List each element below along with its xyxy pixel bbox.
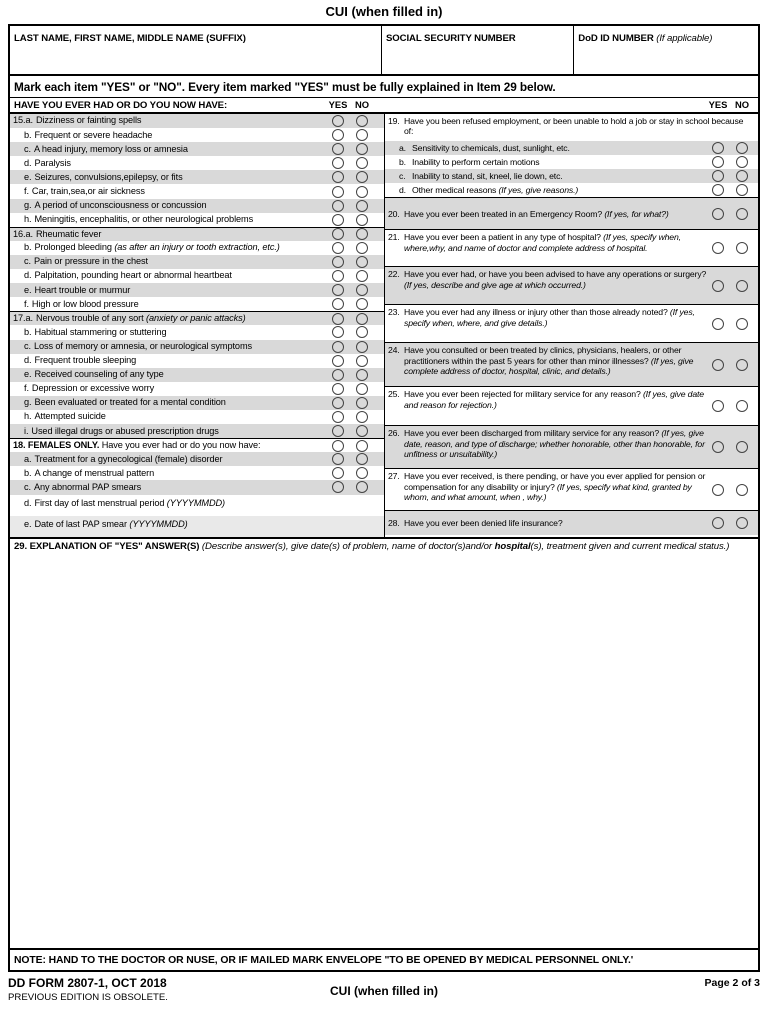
left-question-column [10,114,385,537]
ssn-field-label: SOCIAL SECURITY NUMBER [386,33,516,44]
question-row-a [385,141,758,155]
a-no-radio[interactable] [356,453,368,465]
question-row-27 [385,468,758,510]
question-row-g [10,199,384,213]
yes-no-group [328,157,372,169]
question-label: c. A head injury, memory loss or amnesia [24,143,188,154]
question-label: 16.a. Rheumatic fever [13,228,102,239]
right-question-column [385,114,758,537]
g-no-radio[interactable] [356,200,368,212]
e-yes-radio[interactable] [332,171,344,183]
question-label: 17.a. Nervous trouble of any sort (anxiety or panic attacks) [13,313,246,324]
question-row-f [10,184,384,198]
question-row-b [10,325,384,339]
question-label: a. Treatment for a gynecological (female) disorder [24,453,223,464]
e-no-radio[interactable] [356,369,368,381]
f-yes-radio[interactable] [332,186,344,198]
question-row-c [10,480,384,494]
explanation-label: 29. EXPLANATION OF "YES" ANSWER(S) (Describe answer(s), give date(s) of problem, name of doctor(s)and/or hospital(s), treatment given and current medical status.) [14,541,730,552]
21-yes-radio[interactable] [712,242,724,254]
yes-no-group [328,143,372,155]
c-yes-radio[interactable] [332,341,344,353]
f-yes-radio[interactable] [332,298,344,310]
question-row-d[interactable] [10,495,384,516]
25-yes-radio[interactable] [712,400,724,412]
question-row-21 [385,229,758,266]
yes-no-group [328,326,372,338]
dod-id-field-label: DoD ID NUMBER (If applicable) [578,33,713,44]
instruction-bar [10,76,758,98]
yes-no-group [328,397,372,409]
yes-no-group [328,453,372,465]
question-label: d. First day of last menstrual period (YYYYMMDD) [24,497,226,508]
yes-no-group [328,383,372,395]
no-header: NO [354,99,370,110]
yes-no-group [708,318,752,330]
yes-no-group [328,270,372,282]
no-header: NO [734,99,750,110]
b-yes-radio[interactable] [332,326,344,338]
yes-no-header-left [328,99,372,110]
previous-edition-note: PREVIOUS EDITION IS OBSOLETE. [8,992,168,1003]
question-label: b. Habitual stammering or stuttering [24,326,167,337]
question-label: 21. Have you ever been a patient in any type of hospital? (If yes, specify when, where,why, and name of doctor and complete address of hospital. [388,232,681,253]
question-label: d. Palpitation, pounding heart or abnormal heartbeat [24,270,232,281]
question-label: e. Date of last PAP smear (YYYYMMDD) [24,518,188,529]
question-row-16a [10,227,384,241]
d-yes-radio[interactable] [332,270,344,282]
yes-no-group [328,284,372,296]
question-label: c. Pain or pressure in the chest [24,256,149,267]
question-label: d. Paralysis [24,157,71,168]
question-row-f [10,297,384,311]
c-yes-radio[interactable] [332,143,344,155]
b-no-radio[interactable] [356,467,368,479]
question-row-18femalesonly [10,438,384,452]
yes-no-group [708,441,752,453]
27-yes-radio[interactable] [712,484,724,496]
yes-no-group [708,142,752,154]
yes-no-group [328,129,372,141]
question-label: f. Car, train,sea,or air sickness [24,185,145,196]
16a-yes-radio[interactable] [332,228,344,240]
d-no-radio[interactable] [736,184,748,196]
h-no-radio[interactable] [356,214,368,226]
question-row-28 [385,510,758,535]
questionnaire-body [10,114,758,537]
question-row-b [10,241,384,255]
17a-yes-radio[interactable] [332,313,344,325]
page-footer [8,976,760,1012]
g-yes-radio[interactable] [332,397,344,409]
question-row-h [10,410,384,424]
b-yes-radio[interactable] [332,242,344,254]
g-no-radio[interactable] [356,397,368,409]
question-label: 26. Have you ever been discharged from military service for any reason? (If yes, give date, reason, and type of discharge; whether honorable, other than honorable, for unfitness or unsuitability.) [388,428,705,460]
question-row-d [10,156,384,170]
question-row-25 [385,386,758,425]
question-row-24 [385,342,758,386]
f-no-radio[interactable] [356,383,368,395]
yes-no-group [708,156,752,168]
question-label: d. Other medical reasons (If yes, give reasons.) [399,185,579,196]
question-label: e. Heart trouble or murmur [24,284,131,295]
yes-no-group [708,242,752,254]
question-row-22 [385,266,758,304]
cui-header: CUI (when filled in) [325,4,443,19]
question-row-d [10,354,384,368]
question-label: 18. FEMALES ONLY. Have you ever had or do you now have: [13,440,261,451]
question-label: h. Meningitis, encephalitis, or other neurological problems [24,214,254,225]
f-no-radio[interactable] [356,298,368,310]
26-yes-radio[interactable] [712,441,724,453]
question-label: c. Inability to stand, sit, kneel, lie down, etc. [399,171,563,182]
question-row-b [10,128,384,142]
yes-no-group [328,481,372,493]
25-no-radio[interactable] [736,400,748,412]
question-label: b. A change of menstrual pattern [24,467,155,478]
question-row-17a [10,311,384,325]
d-yes-radio[interactable] [712,184,724,196]
identity-fields-row [10,26,758,76]
question-label: g. Been evaluated or treated for a mental condition [24,397,226,408]
yes-no-group [708,280,752,292]
18femalesonly-no-radio[interactable] [356,440,368,452]
c-yes-radio[interactable] [332,256,344,268]
question-label: 20. Have you ever been treated in an Emergency Room? (If yes, for what?) [388,208,669,219]
yes-header: YES [708,99,728,110]
22-yes-radio[interactable] [712,280,724,292]
e-no-radio[interactable] [356,284,368,296]
question-row-e [10,283,384,297]
b-no-radio[interactable] [736,156,748,168]
yes-no-group [328,228,372,240]
question-row-b [385,155,758,169]
yes-no-group [708,184,752,196]
a-yes-radio[interactable] [332,453,344,465]
yes-no-group [708,208,752,220]
c-no-radio[interactable] [356,481,368,493]
d-no-radio[interactable] [356,270,368,282]
question-row-15a [10,114,384,128]
18femalesonly-yes-radio[interactable] [332,440,344,452]
24-no-radio[interactable] [736,359,748,371]
page-indicator: Page 2 of 3 [704,977,760,989]
b-no-radio[interactable] [356,326,368,338]
yes-no-group [708,484,752,496]
20-no-radio[interactable] [736,208,748,220]
yes-no-group [328,411,372,423]
form-table [8,24,760,972]
question-label: b. Frequent or severe headache [24,129,153,140]
question-row-e [10,170,384,184]
question-label: g. A period of unconsciousness or concussion [24,200,207,210]
27-no-radio[interactable] [736,484,748,496]
question-row-20 [385,197,758,229]
c-no-radio[interactable] [356,143,368,155]
form-number: DD FORM 2807-1, OCT 2018 [8,976,167,990]
column-header-question: HAVE YOU EVER HAD OR DO YOU NOW HAVE: [14,100,228,111]
23-yes-radio[interactable] [712,318,724,330]
question-label: b. Inability to perform certain motions [399,157,540,168]
question-label: h. Attempted suicide [24,411,106,422]
last-name-field-label: LAST NAME, FIRST NAME, MIDDLE NAME (SUFFIX) [14,33,246,44]
yes-no-group [328,313,372,325]
28-yes-radio[interactable] [712,517,724,529]
c-no-radio[interactable] [736,170,748,182]
yes-no-group [328,341,372,353]
question-label: 25. Have you ever been rejected for military service for any reason? (If yes, give date and reason for rejection.) [388,389,704,410]
question-row-c [10,255,384,269]
15a-yes-radio[interactable] [332,115,344,127]
question-row-i [10,424,384,438]
e-yes-radio[interactable] [332,369,344,381]
question-row-c [10,142,384,156]
h-no-radio[interactable] [356,411,368,423]
dod-id-field[interactable] [573,26,758,74]
note-bar [10,948,758,970]
question-row-e[interactable] [10,516,384,537]
question-label: c. Any abnormal PAP smears [24,481,142,492]
yes-no-group [328,200,372,212]
question-row-d [385,183,758,197]
a-yes-radio[interactable] [712,142,724,154]
question-row-h [10,213,384,227]
d-yes-radio[interactable] [332,157,344,169]
question-label: 27. Have you ever received, is there pending, or have you ever applied for pension or compensation for any disability or injury? (If yes, specify what kind, granted by whom, and what amount, when , why.) [388,471,706,503]
21-no-radio[interactable] [736,242,748,254]
yes-no-group [708,400,752,412]
instruction-text: Mark each item "YES" or "NO". Every item marked "YES" must be fully explained in Item 29 below. [14,79,556,94]
question-label: 23. Have you ever had any illness or injury other than those already noted? (If yes, specify when, where, and give details.) [388,307,695,328]
yes-no-group [708,517,752,529]
question-label: i. Used illegal drugs or abused prescription drugs [24,425,219,436]
question-row-d [10,269,384,283]
yes-no-group [328,298,372,310]
question-label: f. High or low blood pressure [24,298,139,309]
b-yes-radio[interactable] [332,129,344,141]
b-yes-radio[interactable] [332,467,344,479]
yes-no-group [328,355,372,367]
yes-no-group [708,359,752,371]
question-label: e. Received counseling of any type [24,369,164,380]
question-row-e [10,368,384,382]
yes-no-group [328,256,372,268]
yes-no-group [328,214,372,226]
last-name-field[interactable] [10,26,381,74]
explanation-input-area[interactable] [14,553,754,946]
20-yes-radio[interactable] [712,208,724,220]
26-no-radio[interactable] [736,441,748,453]
yes-no-group [328,369,372,381]
question-label: c. Loss of memory or amnesia, or neurological symptoms [24,340,252,351]
question-label: 19. Have you been refused employment, or been unable to hold a job or stay in school because of: [388,116,744,137]
question-label: 22. Have you ever had, or have you been advised to have any operations or surgery? (If yes, describe and give age at which occurred.) [388,269,707,290]
yes-no-group [328,242,372,254]
d-no-radio[interactable] [356,157,368,169]
note-text: NOTE: HAND TO THE DOCTOR OR NUSE, OR IF MAILED MARK ENVELOPE "TO BE OPENED BY MEDICAL PERSONNEL ONLY.' [14,954,634,966]
yes-no-group [328,171,372,183]
question-label: d. Frequent trouble sleeping [24,355,137,366]
b-no-radio[interactable] [356,129,368,141]
cui-footer: CUI (when filled in) [330,984,438,998]
yes-no-group [328,115,372,127]
yes-header: YES [328,99,348,110]
yes-no-group [328,440,372,452]
22-no-radio[interactable] [736,280,748,292]
question-label: a. Sensitivity to chemicals, dust, sunlight, etc. [399,143,570,153]
question-label: 24. Have you consulted or been treated by clinics, physicians, healers, or other practitioners within the past 5 years for other than minor illnesses? (If yes, give complete address of doctor, hospital, clinic, and details.) [388,345,694,377]
a-no-radio[interactable] [736,142,748,154]
question-row-c [10,340,384,354]
c-yes-radio[interactable] [712,170,724,182]
yes-no-header-right [708,99,752,110]
i-yes-radio[interactable] [332,425,344,437]
24-yes-radio[interactable] [712,359,724,371]
column-header-row [10,98,758,114]
23-no-radio[interactable] [736,318,748,330]
g-yes-radio[interactable] [332,200,344,212]
question-label: b. Prolonged bleeding (as after an injury or tooth extraction, etc.) [24,242,280,253]
yes-no-group [328,425,372,437]
c-no-radio[interactable] [356,256,368,268]
e-yes-radio[interactable] [332,284,344,296]
question-row-26 [385,425,758,468]
16a-no-radio[interactable] [356,228,368,240]
question-row-23 [385,304,758,342]
28-no-radio[interactable] [736,517,748,529]
question-label: e. Seizures, convulsions,epilepsy, or fits [24,171,183,182]
yes-no-group [328,186,372,198]
c-no-radio[interactable] [356,341,368,353]
e-no-radio[interactable] [356,171,368,183]
explanation-section [10,537,758,948]
h-yes-radio[interactable] [332,411,344,423]
question-label: 28. Have you ever been denied life insurance? [388,518,563,529]
question-row-19 [385,114,758,141]
d-yes-radio[interactable] [332,355,344,367]
ssn-field[interactable] [381,26,573,74]
h-yes-radio[interactable] [332,214,344,226]
yes-no-group [328,467,372,479]
yes-no-group [708,170,752,182]
f-no-radio[interactable] [356,186,368,198]
b-no-radio[interactable] [356,242,368,254]
b-yes-radio[interactable] [712,156,724,168]
question-row-f [10,382,384,396]
question-row-g [10,396,384,410]
d-no-radio[interactable] [356,355,368,367]
15a-no-radio[interactable] [356,115,368,127]
c-yes-radio[interactable] [332,481,344,493]
question-label: 15.a. Dizziness or fainting spells [13,115,142,126]
f-yes-radio[interactable] [332,383,344,395]
question-label: f. Depression or excessive worry [24,383,155,394]
17a-no-radio[interactable] [356,313,368,325]
question-row-a [10,452,384,466]
question-row-c [385,169,758,183]
i-no-radio[interactable] [356,425,368,437]
question-row-b [10,466,384,480]
